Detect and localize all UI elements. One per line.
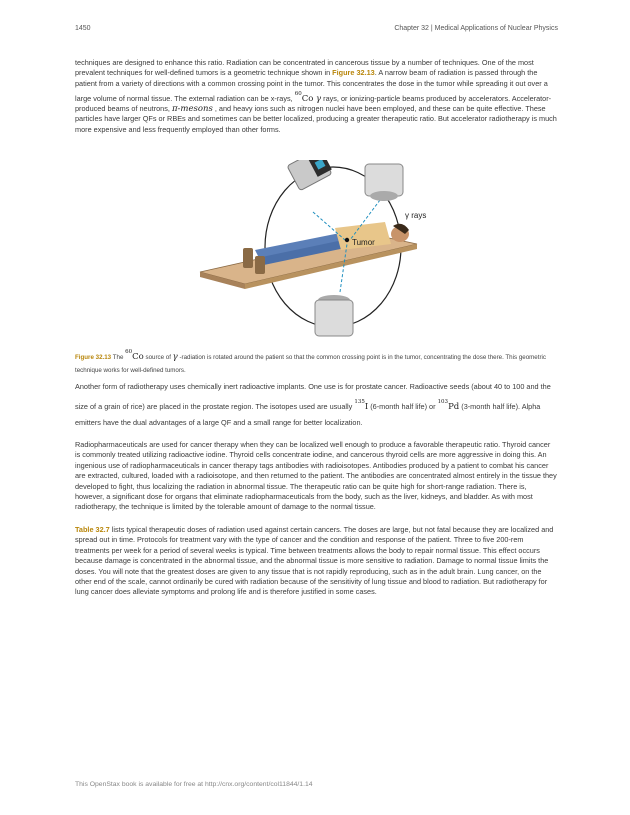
palladium-formula: $^{103}$Pd: [437, 398, 460, 412]
source-head-bottom: [315, 295, 353, 336]
tumor-label: Tumor: [352, 238, 375, 247]
paragraph-implants: Another form of radiotherapy uses chemically inert radioactive implants. One use is for prostate cancer. Radioactive seeds (about 40 to 100 and the size of a grain of rice) are placed in the prostate region. The isotopes used are usually $^{135}$I (6-month half life) or $^{103}$Pd (3-month half life). Alpha emitters have the dual advantages of a large QF and a small range for better localization.: [75, 382, 551, 427]
paragraph-radiopharmaceuticals: Radiopharmaceuticals are used for cancer therapy when they can be localized well enough to produce a favorable therapeutic ratio. Thyroid cancer is commonly treated utilizing radioactive iodine. Thyroid cells concentrate iodine, and cancerous thyroid cells are more aggressive in doing this. An ingenious use of radiopharmaceuticals in cancer therapy tags antibodies with radioisotopes. Antibodies produced by a patient to combat his cancer are extracted, cultured, loaded with a radioisotope, and then returned to the patient. The antibodies are concentrated almost entirely in the tissue they developed to fight, thus localizing the radiation in abnormal tissue. The therapeutic ratio can be quite high for short-range radiation. There is, however, a significant dose for organs that eliminate radiopharmaceuticals from the body, such as the liver, kidneys, and bladder. As with most radiotherapy, the technique is limited by the tolerable amount of damage to the normal tissue.: [75, 440, 557, 512]
gamma-symbol-caption: γ: [172, 352, 178, 362]
figure-illustration: [195, 160, 445, 345]
paragraph-geometric-technique: techniques are designed to enhance this ratio. Radiation can be concentrated in cancerous tissue by a number of techniques. One of the most prevalent techniques for well-defined tumors is a geometric technique shown in Figure 32.13. A narrow beam of radiation is passed through the patient from a variety of directions with a common crossing point in the tumor. This concentrates the dose in the tumor while spreading it out over a large volume of normal tissue. The external radiation can be x-rays, $^{60}$Co γ rays, or ionizing-particle beams produced by accelerators. Accelerator-produced beams of neutrons, π-mesons , and heavy ions such as nitrogen nuclei have been employed, and these can be quite effective. These particles have larger QFs or RBEs and sometimes can be better localized, producing a greater therapeutic ratio. But accelerator radiotherapy is much more expensive and less frequently employed than other forms.: [75, 58, 557, 134]
figure-caption-label: Figure 32.13: [75, 354, 112, 361]
chapter-title: Chapter 32 | Medical Applications of Nuclear Physics: [394, 25, 558, 32]
source-head-upper-left: [287, 160, 334, 191]
tumor-point: [345, 238, 349, 242]
source-head-upper-right: [365, 164, 403, 201]
figure-caption: Figure 32.13 The $^{60}$Co source of γ -radiation is rotated around the patient so that the common crossing point is in the tumor, concentrating the dose there. This geometric technique works for well-defined tumors.: [75, 349, 546, 374]
table-link[interactable]: Table 32.7: [75, 525, 110, 534]
page-number: 1450: [75, 25, 91, 32]
cobalt-60-formula-caption: $^{60}$Co: [125, 349, 144, 362]
gamma-rays-label: γ rays: [405, 211, 427, 220]
pi-mesons-formula: π-mesons: [171, 104, 213, 115]
iodine-formula: $^{135}$I: [354, 398, 369, 412]
footer-note: This OpenStax book is available for free at http://cnx.org/content/col11844/1.14: [75, 781, 313, 788]
cobalt-60-formula: $^{60}$Co γ: [294, 90, 322, 104]
radiotherapy-diagram: [195, 160, 445, 345]
figure-link[interactable]: Figure 32.13: [332, 68, 375, 78]
paragraph-doses: Table 32.7 lists typical therapeutic doses of radiation used against certain cancers. The doses are large, but not fatal because they are localized and spread out in time. Protocols for treatment vary with the type of cancer and the condition and response of the patient. Three to five 200-rem treatments per week for a period of several weeks is typical. Time between treatments allows the body to repair normal tissue. This effect occurs because damage is concentrated in the abnormal tissue, and the abnormal tissue is more sensitive to radiation. Damage to normal tissue limits the doses. You will note that the greatest doses are given to any tissue that is not rapidly reproducing, such as in the adult brain. Lung cancer, on the other end of the scale, cannot ordinarily be cured with radiation because of the sensitivity of lung tissue and blood to radiation. But radiotherapy for lung cancer does alleviate symptoms and prolong life and is therefore justified in some cases.: [75, 525, 554, 597]
